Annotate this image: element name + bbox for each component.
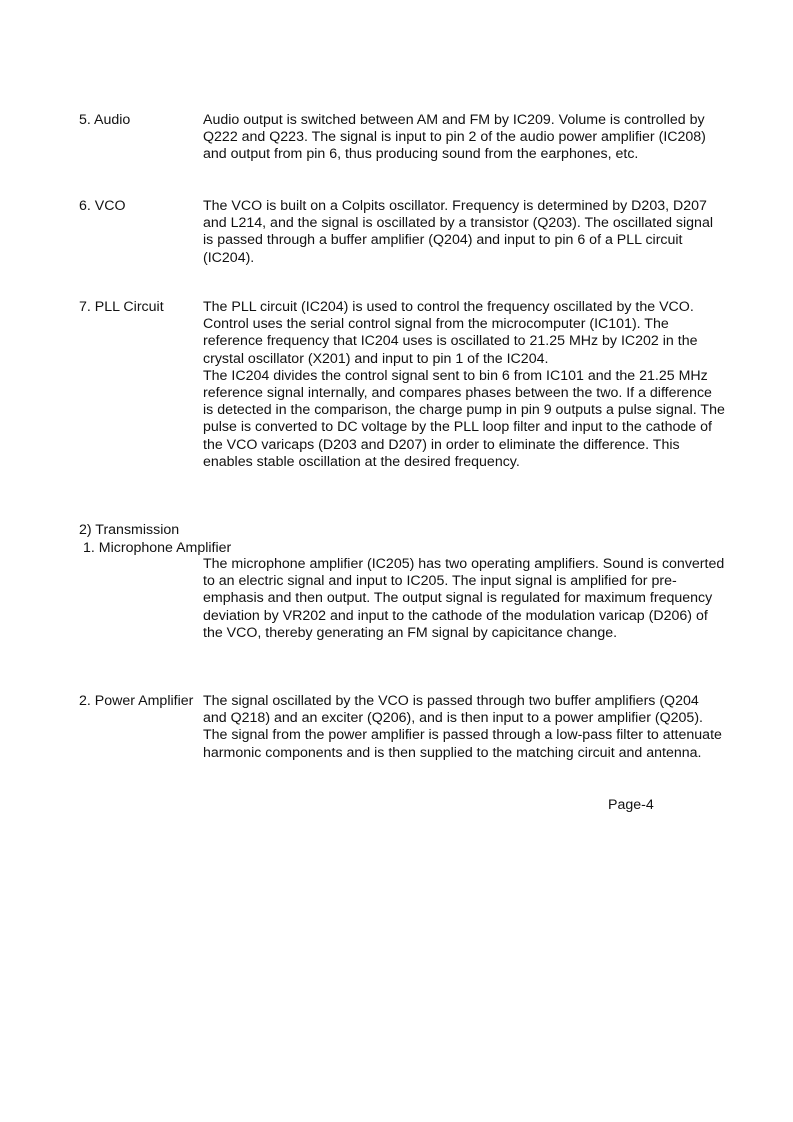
section-body-audio [203, 112, 725, 164]
section-body-vco [203, 198, 725, 267]
section-label-audio: 5. Audio [79, 112, 131, 128]
page-number: Page-4 [608, 797, 654, 813]
transmission-heading: 2) Transmission [79, 522, 180, 538]
section-label-power-amplifier: 2. Power Amplifier [79, 693, 194, 709]
paragraph: Audio output is switched between AM and FM by IC209. Volume is controlled by Q222 and Q223. The signal is input to pin 2 of the audio power amplifier (IC208) and output from pin 6, thus producing sound from the earphones, etc. [203, 112, 706, 163]
section-label-pll-circuit: 7. PLL Circuit [79, 299, 164, 315]
paragraph: The IC204 divides the control signal sent to bin 6 from IC101 and the 21.25 MHz reference signal internally, and compares phases between the two. If a difference is detected in the comparison, the charge pump in pin 9 outputs a pulse signal. The pulse is converted to DC voltage by the PLL loop filter and input to the cathode of the VCO varicaps (D203 and D207) in order to eliminate the difference. This enables stable oscillation at the desired frequency. [203, 367, 725, 470]
section-body-microphone-amplifier [203, 556, 725, 642]
section-body-pll-circuit [203, 299, 725, 471]
paragraph: The PLL circuit (IC204) is used to control the frequency oscillated by the VCO. Control uses the serial control signal from the microcomputer (IC101). The reference frequency that IC204 uses is oscillated to 21.25 MHz by IC202 in the crystal oscillator (X201) and input to pin 1 of the IC204. [203, 299, 698, 367]
paragraph: The signal oscillated by the VCO is passed through two buffer amplifiers (Q204 and Q218) and an exciter (Q206), and is then input to a power amplifier (Q205). The signal from the power amplifier is passed through a low-pass filter to attenuate harmonic components and is then supplied to the matching circuit and antenna. [203, 693, 722, 761]
section-body-power-amplifier [203, 693, 725, 762]
microphone-amplifier-heading: 1. Microphone Amplifier [83, 540, 232, 556]
paragraph: The VCO is built on a Colpits oscillator. Frequency is determined by D203, D207 and L214, and the signal is oscillated by a transistor (Q203). The oscillated signal is passed through a buffer amplifier (Q204) and input to pin 6 of a PLL circuit (IC204). [203, 198, 713, 266]
section-label-vco: 6. VCO [79, 198, 126, 214]
paragraph: The microphone amplifier (IC205) has two operating amplifiers. Sound is converted to an electric signal and input to IC205. The input signal is amplified for pre-emphasis and then output. The output signal is regulated for maximum frequency deviation by VR202 and input to the cathode of the modulation varicap (D206) of the VCO, thereby generating an FM signal by capicitance change. [203, 556, 725, 641]
